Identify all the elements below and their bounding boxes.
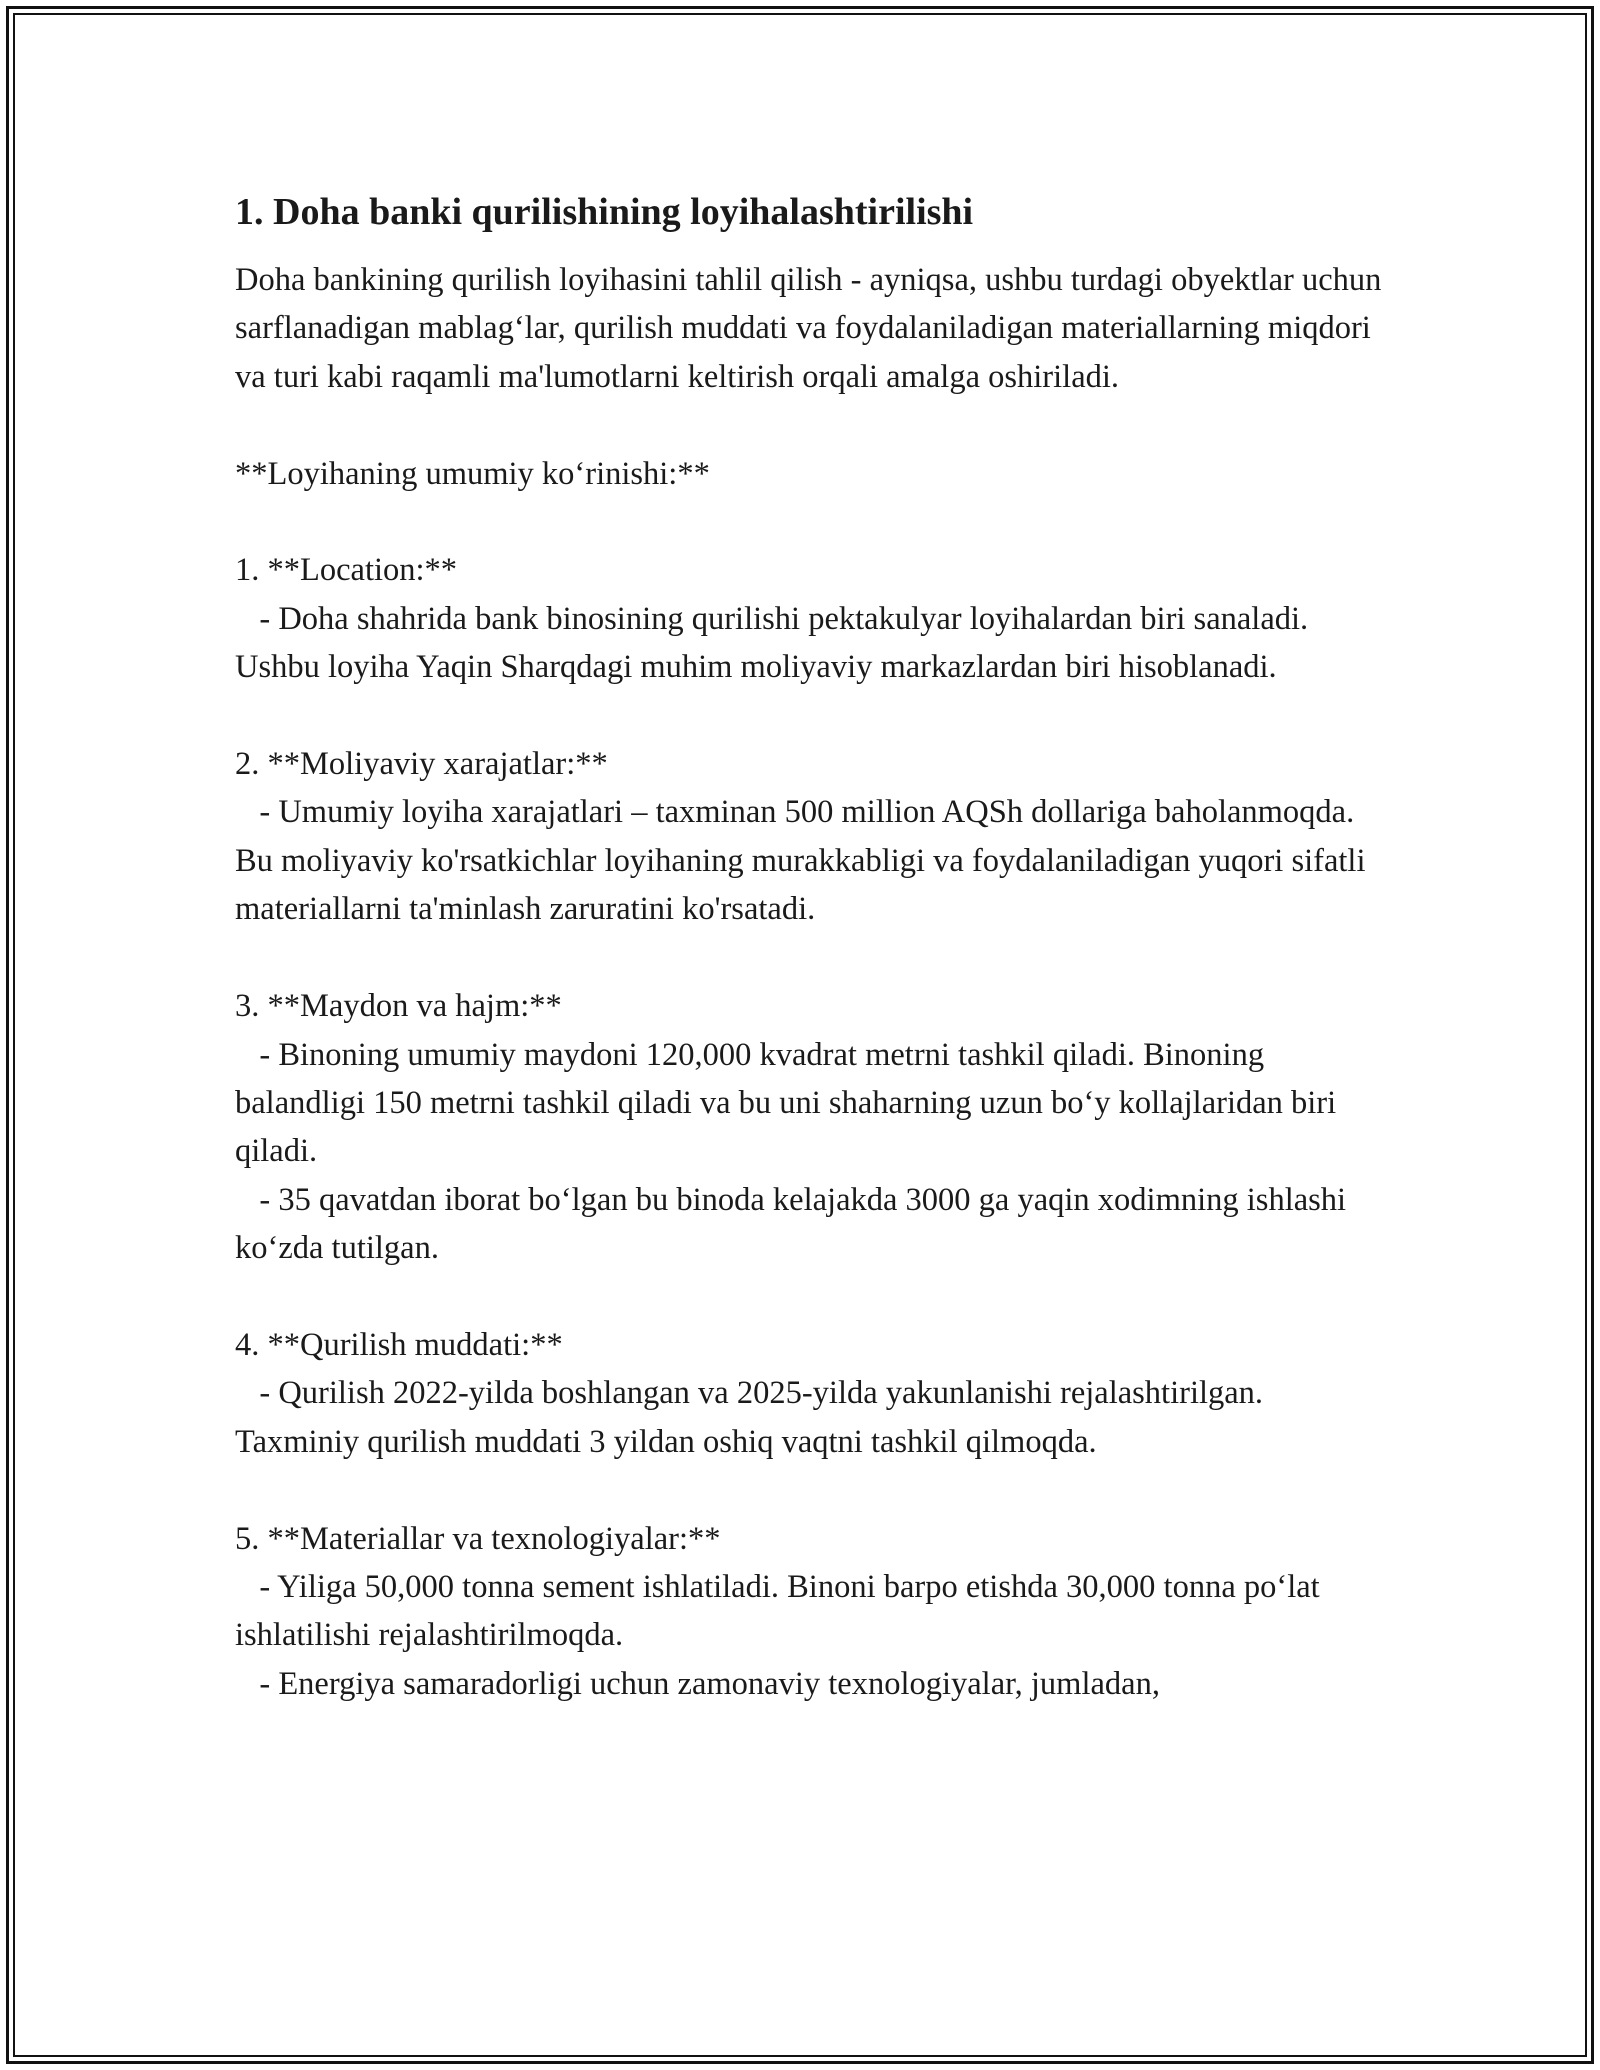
intro-paragraph: Doha bankining qurilish loyihasini tahlil qilish - ayniqsa, ushbu turdagi obyektlar uchun sarflanadigan mablag‘lar, qurilish muddati va foydalaniladigan materiallarning miqdori va turi kabi raqamli ma'lumotlarni keltirish orqali amalga oshiriladi. xyxy=(235,262,1390,395)
document-body xyxy=(235,188,1390,1708)
blank-line xyxy=(235,498,1385,546)
blank-line xyxy=(235,401,1385,449)
section-materials-technology: 5. **Materiallar va texnologiyalar:** - Yiliga 50,000 tonna sement ishlatiladi. Binoni barpo etishda 30,000 tonna po‘lat ishlatilishi rejalashtirilmoqda. - Energiya samaradorligi uchun zamonaviy texnologiyalar, jumladan, xyxy=(235,1520,1320,1702)
section-financial-costs: 2. **Moliyaviy xarajatlar:** - Umumiy loyiha xarajatlari – taxminan 500 million AQSh dollariga baholanmoqda. Bu moliyaviy ko'rsatkichlar loyihaning murakkabligi va foydalaniladigan yuqori sifatli materiallarni ta'minlash zaruratini ko'rsatadi. xyxy=(235,746,1366,928)
section-construction-period: 4. **Qurilish muddati:** - Qurilish 2022-yilda boshlangan va 2025-yilda yakunlanishi rejalashtirilgan. Taxminiy qurilish muddati 3 yildan oshiq vaqtni tashkil qilmoqda. xyxy=(235,1326,1264,1460)
blank-line xyxy=(235,1273,1385,1321)
blank-line xyxy=(235,934,1385,982)
overview-heading: **Loyihaning umumiy ko‘rinishi:** xyxy=(235,455,710,492)
section-area-volume: 3. **Maydon va hajm:** - Binoning umumiy maydoni 120,000 kvadrat metrni tashkil qiladi. Binoning balandligi 150 metrni tashkil qiladi va bu uni shaharning uzun bo‘y kollajlaridan biri qiladi. - 35 qavatdan iborat bo‘lgan bu binoda kelajakda 3000 ga yaqin xodimning ishlashi ko‘zda tutilgan. xyxy=(235,988,1347,1267)
document-title: 1. Doha banki qurilishining loyihalashtirilishi xyxy=(235,191,974,233)
section-location: 1. **Location:** - Doha shahrida bank binosining qurilishi pektakulyar loyihalardan biri sanaladi. Ushbu loyiha Yaqin Sharqdagi muhim moliyaviy markazlardan biri hisoblanadi. xyxy=(235,552,1309,686)
blank-line xyxy=(235,1466,1385,1514)
blank-line xyxy=(235,692,1385,740)
